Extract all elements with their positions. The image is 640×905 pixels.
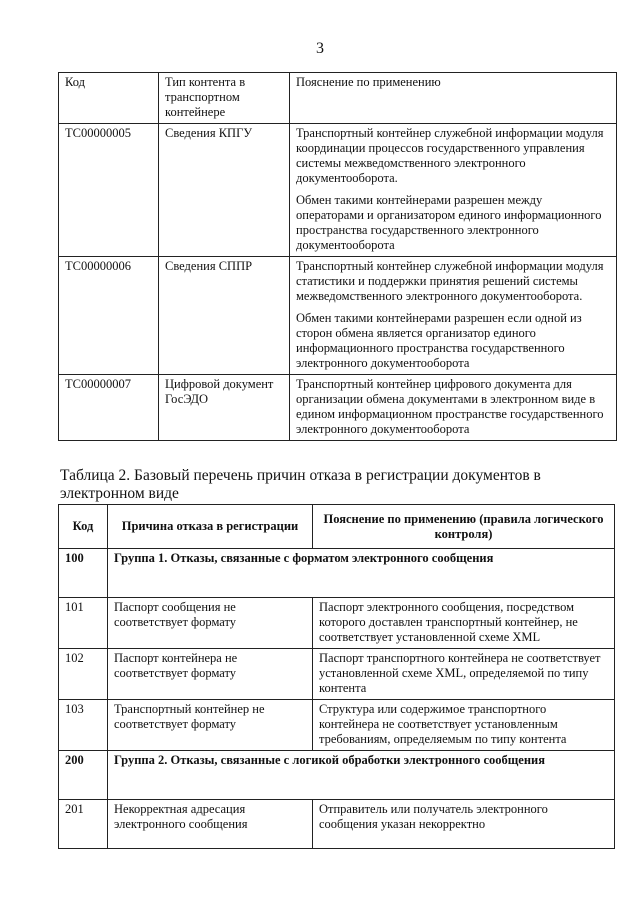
code-cell: 102 xyxy=(59,649,108,700)
group-title: Группа 2. Отказы, связанные с логикой обработки электронного сообщения xyxy=(108,751,615,800)
explanation-paragraph: Транспортный контейнер служебной информации модуля статистики и поддержки принятия решений системы межведомственного электронного документооборота. xyxy=(296,259,604,303)
content-type-cell: Сведения СППР xyxy=(159,257,290,375)
explanation-cell: Отправитель или получатель электронного сообщения указан некорректно xyxy=(313,800,615,849)
reason-cell: Транспортный контейнер не соответствует формату xyxy=(108,700,313,751)
group-code: 100 xyxy=(59,549,108,598)
header-code: Код xyxy=(59,73,159,124)
content-type-table xyxy=(58,72,617,441)
explanation-cell xyxy=(290,257,617,375)
explanation-paragraph: Обмен такими контейнерами разрешен если одной из сторон обмена является организатор единого информационного пространства государственного электронного документооборота xyxy=(296,311,582,370)
code-cell: 101 xyxy=(59,598,108,649)
header-explanation: Пояснение по применению (правила логического контроля) xyxy=(313,505,615,549)
reason-cell: Некорректная адресация электронного сообщения xyxy=(108,800,313,849)
explanation-cell: Структура или содержимое транспортного контейнера не соответствует установленным требованиям, определяемым по типу контента xyxy=(313,700,615,751)
rejection-reasons-table xyxy=(58,504,615,849)
explanation-paragraph: Транспортный контейнер цифрового документа для организации обмена документами в электронном виде в едином информационном пространстве государственного электронного документооборота xyxy=(296,377,604,436)
table-header-row xyxy=(59,505,615,549)
table-header-row xyxy=(59,73,617,124)
code-cell: TC00000006 xyxy=(59,257,159,375)
explanation-cell xyxy=(290,124,617,257)
group-code: 200 xyxy=(59,751,108,800)
reason-cell: Паспорт контейнера не соответствует формату xyxy=(108,649,313,700)
group-row xyxy=(59,751,615,800)
table-caption: Таблица 2. Базовый перечень причин отказа в регистрации документов в электронном виде xyxy=(60,467,541,502)
explanation-cell: Паспорт транспортного контейнера не соответствует установленной схеме XML, определяемой по типу контента xyxy=(313,649,615,700)
content-type-cell: Цифровой документ ГосЭДО xyxy=(159,375,290,441)
code-cell: TC00000005 xyxy=(59,124,159,257)
explanation-cell xyxy=(290,375,617,441)
code-cell: 201 xyxy=(59,800,108,849)
table-row xyxy=(59,124,617,257)
group-row xyxy=(59,549,615,598)
explanation-paragraph: Транспортный контейнер служебной информации модуля координации процессов государственного управления системы межведомственного электронного документооборота. xyxy=(296,126,604,185)
explanation-paragraph: Обмен такими контейнерами разрешен между операторами и организатором единого информационного пространства государственного электронного документооборота xyxy=(296,193,602,252)
table-row xyxy=(59,700,615,751)
table-row xyxy=(59,800,615,849)
header-code: Код xyxy=(59,505,108,549)
code-cell: 103 xyxy=(59,700,108,751)
code-cell: TC00000007 xyxy=(59,375,159,441)
group-title: Группа 1. Отказы, связанные с форматом электронного сообщения xyxy=(108,549,615,598)
content-type-cell: Сведения КПГУ xyxy=(159,124,290,257)
page-number: 3 xyxy=(316,40,324,57)
table-row xyxy=(59,598,615,649)
table-row xyxy=(59,649,615,700)
table-row xyxy=(59,257,617,375)
header-reason: Причина отказа в регистрации xyxy=(108,505,313,549)
header-explanation: Пояснение по применению xyxy=(290,73,617,124)
table-row xyxy=(59,375,617,441)
explanation-cell: Паспорт электронного сообщения, посредством которого доставлен транспортный контейнер, не соответствует установленной схеме XML xyxy=(313,598,615,649)
header-content-type: Тип контента в транспортном контейнере xyxy=(159,73,290,124)
reason-cell: Паспорт сообщения не соответствует формату xyxy=(108,598,313,649)
